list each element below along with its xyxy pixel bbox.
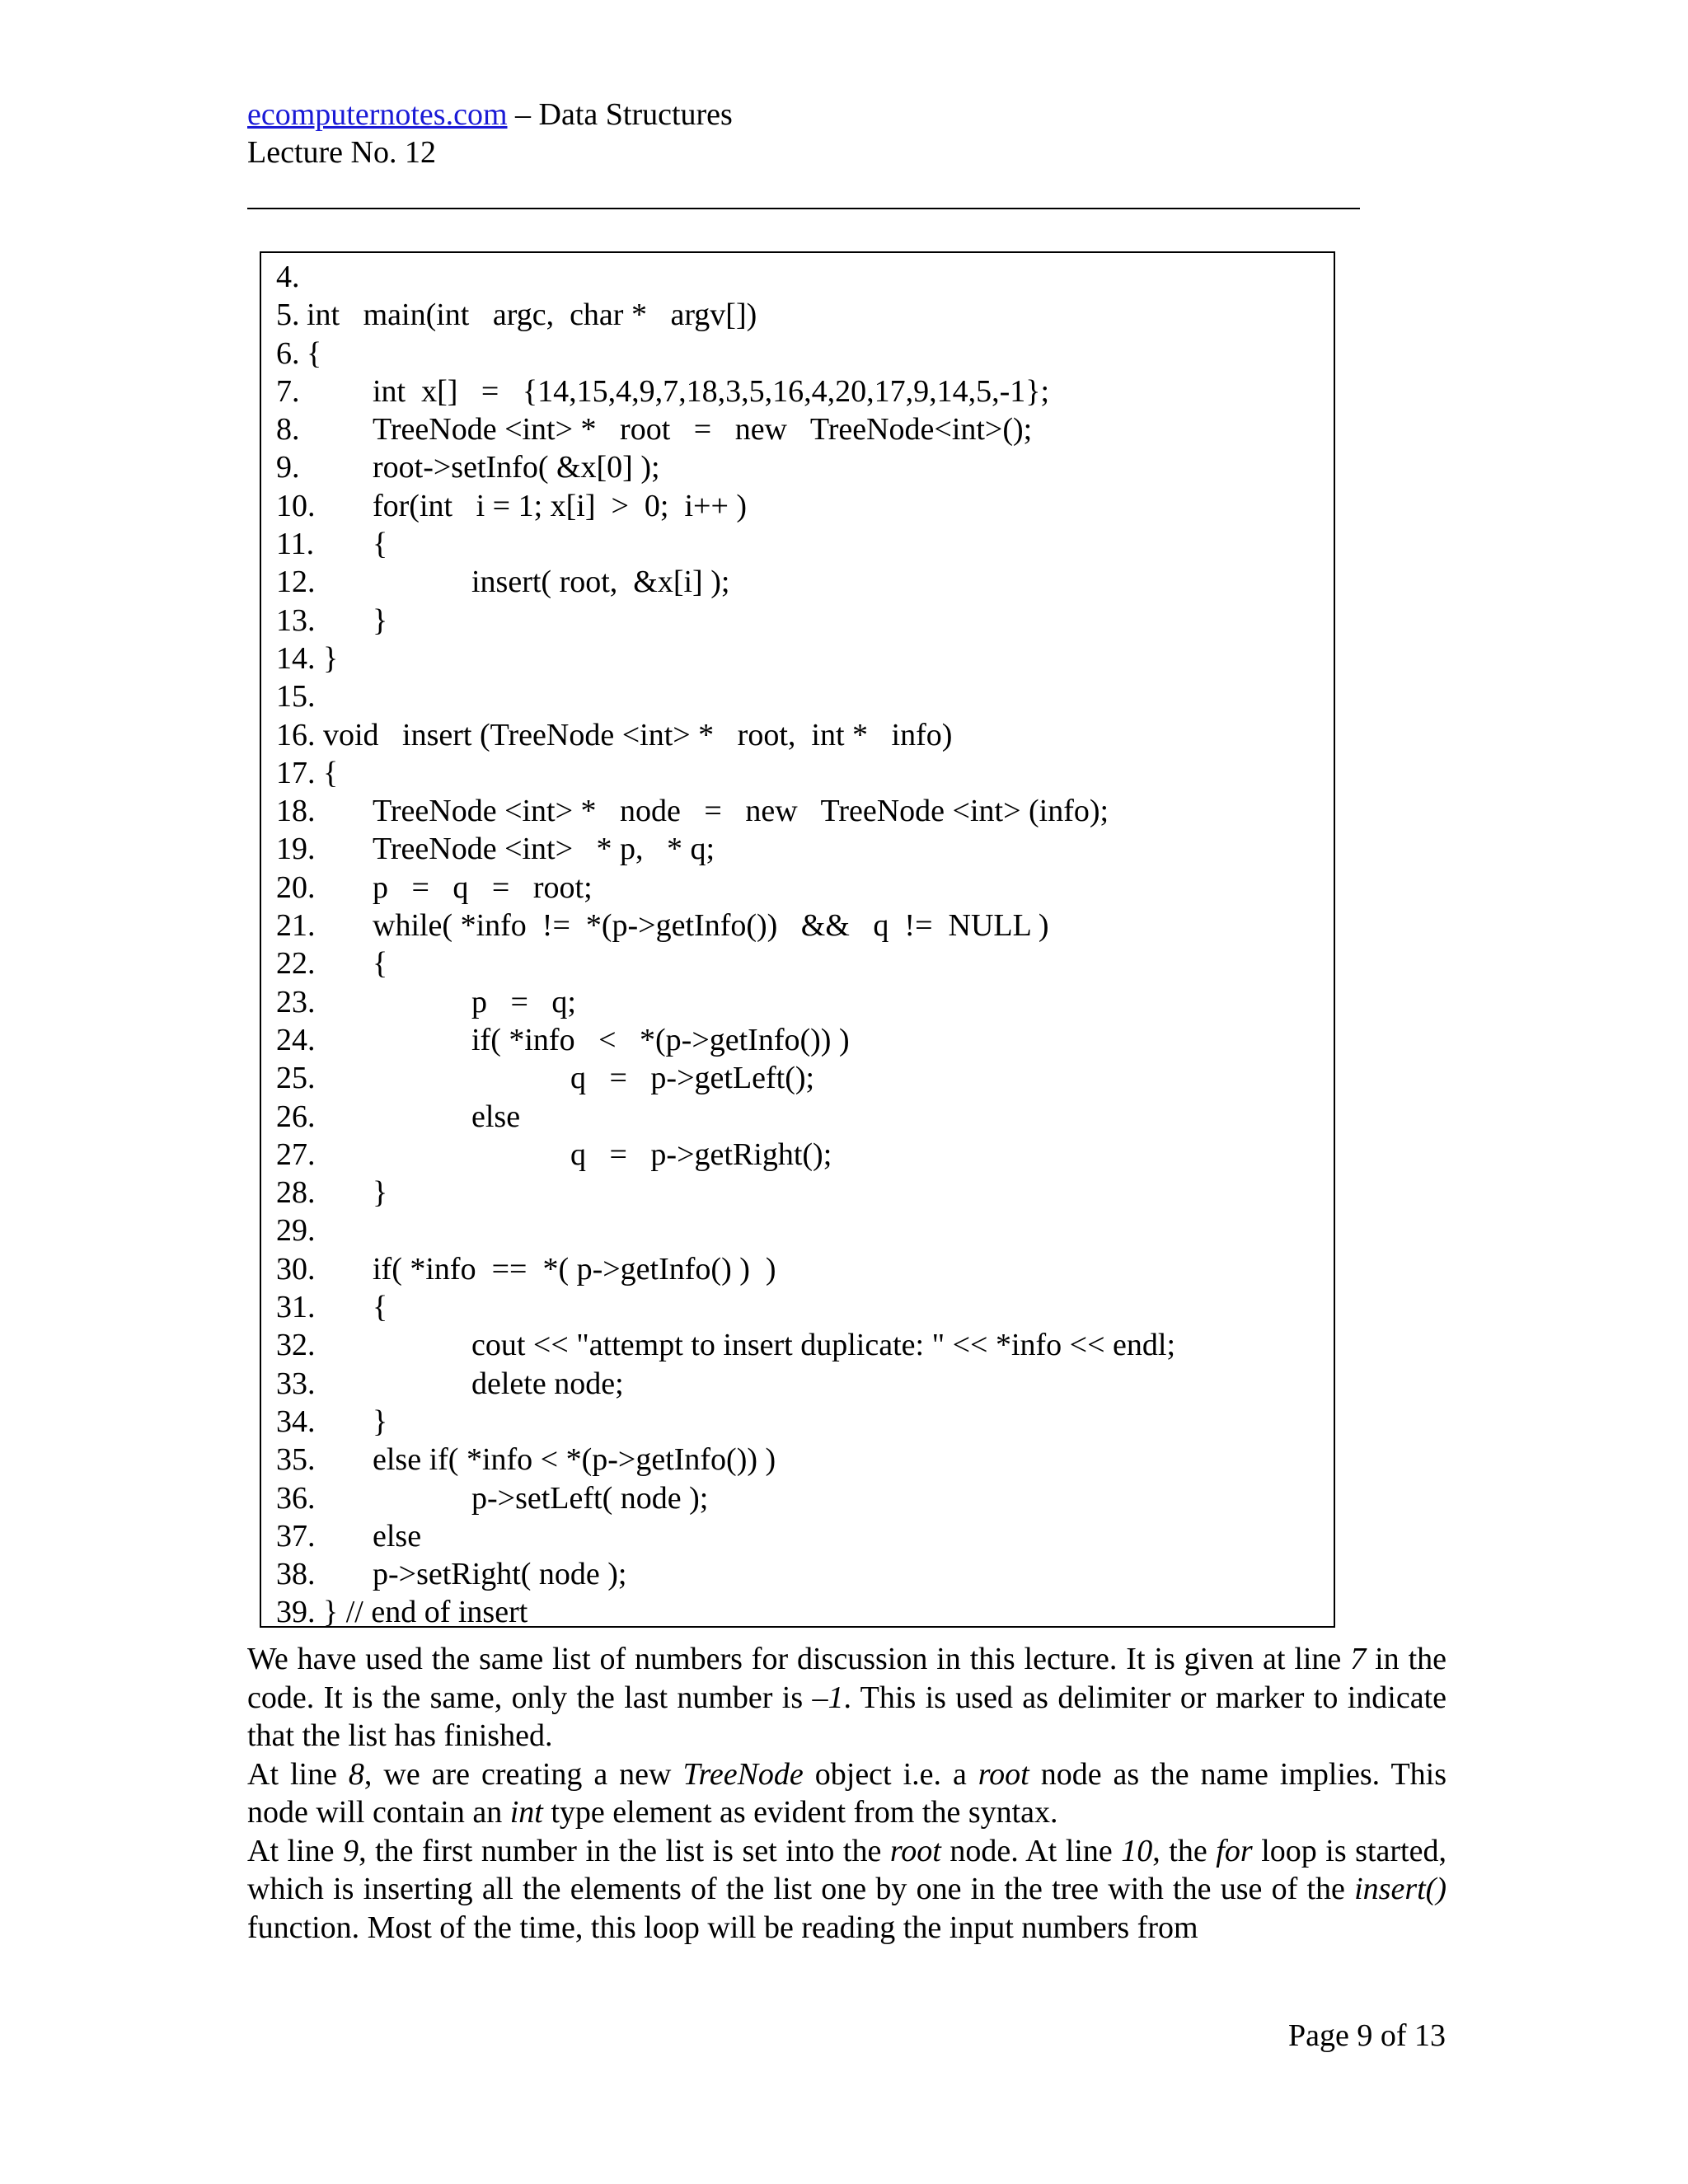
code-line (261, 983, 1334, 1021)
italic-term: int (509, 1795, 543, 1830)
code-line (261, 1593, 1334, 1631)
line-number: 7. (276, 373, 300, 409)
line-number: 11. (276, 527, 315, 562)
code-text: { (373, 527, 388, 562)
line-number: 30. (276, 1251, 316, 1286)
line-number: 28. (276, 1175, 316, 1211)
text-run: type element as evident from the syntax. (542, 1795, 1058, 1830)
text-run: , the (1152, 1833, 1217, 1868)
line-number: 21. (276, 908, 316, 944)
code-text: for(int i = 1; x[i] > 0; i++ ) (373, 488, 748, 523)
italic-term: 9 (343, 1833, 359, 1868)
code-line (261, 830, 1334, 868)
code-line (261, 373, 1334, 410)
text-run: We have used the same list of numbers for discussion in this lecture. It is given at line (247, 1642, 1351, 1676)
code-line (261, 525, 1334, 563)
code-line (261, 487, 1334, 525)
code-text: insert( root, &x[i] ); (471, 565, 730, 600)
page-header (247, 96, 733, 171)
code-line (261, 602, 1334, 640)
italic-term: root (889, 1833, 941, 1868)
page-number: Page 9 of 13 (1287, 2018, 1446, 2053)
line-number: 26. (276, 1099, 316, 1134)
line-number: 37. (276, 1518, 316, 1554)
italic-term: 8 (348, 1756, 364, 1792)
italic-term: insert() (1354, 1872, 1447, 1906)
code-line (261, 754, 1334, 792)
line-number: 17. (276, 755, 316, 790)
code-text: int x[] = {14,15,4,9,7,18,3,5,16,4,20,17,9,14,5,-1}; (373, 373, 1050, 409)
line-number: 4. (276, 260, 300, 294)
line-number: 12. (276, 565, 316, 600)
code-line (261, 1250, 1334, 1288)
code-text: else (471, 1099, 521, 1134)
text-run: At line (247, 1833, 344, 1868)
line-number: 27. (276, 1137, 316, 1172)
line-number: 38. (276, 1557, 316, 1592)
site-link[interactable]: ecomputernotes.com (247, 97, 508, 132)
code-line (261, 1136, 1334, 1174)
code-line (261, 907, 1334, 944)
code-text: p->setLeft( node ); (471, 1480, 709, 1516)
italic-term: TreeNode (682, 1756, 804, 1792)
code-line (261, 640, 1334, 677)
code-listing (260, 251, 1335, 1628)
line-number: 34. (276, 1404, 316, 1439)
code-text: TreeNode <int> * p, * q; (373, 832, 715, 867)
line-number: 9. (276, 450, 300, 485)
code-line (261, 410, 1334, 448)
line-number: 8. (276, 412, 300, 448)
text-run: , the first number in the list is set into the (359, 1833, 890, 1868)
code-line (261, 563, 1334, 601)
line-number: 16. (276, 717, 316, 752)
code-line (261, 1098, 1334, 1136)
code-line (261, 1555, 1334, 1593)
code-line (261, 335, 1334, 373)
header-title-line (247, 96, 733, 134)
code-line (261, 258, 1334, 296)
code-line (261, 1059, 1334, 1097)
code-text: { (323, 755, 339, 790)
code-line (261, 869, 1334, 907)
line-number: 22. (276, 946, 316, 982)
code-text: TreeNode <int> * root = new TreeNode<int>(); (373, 412, 1033, 448)
line-number: 15. (276, 679, 316, 715)
body-text (247, 1640, 1447, 1947)
line-number: 35. (276, 1442, 316, 1478)
code-line (261, 1479, 1334, 1517)
line-number: 24. (276, 1022, 316, 1057)
code-text: p->setRight( node ); (373, 1557, 627, 1592)
paragraph (247, 1640, 1447, 1755)
code-line (261, 1326, 1334, 1364)
text-run: , we are creating a new (363, 1756, 683, 1792)
code-line (261, 792, 1334, 830)
code-line (261, 1441, 1334, 1479)
line-number: 36. (276, 1480, 316, 1516)
code-line (261, 448, 1334, 486)
code-text: void insert (TreeNode <int> * root, int * info) (323, 717, 953, 752)
code-line (261, 1212, 1334, 1249)
line-number: 25. (276, 1061, 316, 1096)
line-number: 10. (276, 488, 316, 523)
code-text: } (323, 640, 339, 676)
code-text: { (373, 946, 388, 982)
code-text: if( *info == *( p->getInfo() ) ) (373, 1251, 776, 1286)
code-text: } // end of insert (323, 1595, 528, 1630)
lecture-number: Lecture No. 12 (247, 135, 436, 170)
line-number: 32. (276, 1328, 316, 1363)
code-text: } (373, 602, 388, 638)
text-run: . This is used as delimiter or marker to indicate that the list has finished. (247, 1680, 1447, 1753)
code-line (261, 1288, 1334, 1326)
text-run: object i.e. a (803, 1756, 978, 1792)
italic-term: 10 (1121, 1833, 1153, 1868)
code-text: int main(int argc, char * argv[]) (307, 298, 757, 333)
code-line (261, 1403, 1334, 1441)
code-text: TreeNode <int> * node = new TreeNode <int> (info); (373, 794, 1109, 829)
header-subject: – Data Structures (507, 97, 733, 132)
line-number: 14. (276, 640, 316, 676)
paragraph (247, 1832, 1447, 1947)
code-line (261, 944, 1334, 982)
code-text: else if( *info < *(p->getInfo()) ) (373, 1442, 776, 1478)
line-number: 23. (276, 984, 316, 1019)
code-text: p = q; (471, 984, 576, 1019)
line-number: 18. (276, 794, 316, 829)
code-text: } (373, 1175, 388, 1211)
header-divider (247, 208, 1360, 209)
line-number: 19. (276, 832, 316, 867)
code-text: { (373, 1290, 388, 1325)
text-run: in the code. It is the same, only the last number is (247, 1642, 1447, 1715)
italic-term: for (1216, 1833, 1253, 1868)
italic-term: –1 (812, 1680, 844, 1715)
code-line (261, 716, 1334, 754)
line-number: 33. (276, 1366, 316, 1401)
code-text: cout << "attempt to insert duplicate: " << *info << endl; (471, 1328, 1175, 1363)
code-text: q = p->getRight(); (570, 1137, 832, 1172)
code-line (261, 1365, 1334, 1403)
code-text: } (373, 1404, 388, 1439)
code-text: delete node; (471, 1366, 624, 1401)
code-line (261, 1517, 1334, 1555)
text-run: At line (247, 1756, 349, 1792)
code-text: else (373, 1518, 422, 1554)
text-run: loop is started, which is inserting all the elements of the list one by one in the tree with the use of the (247, 1833, 1447, 1906)
code-text: q = p->getLeft(); (570, 1061, 815, 1096)
line-number: 6. (276, 335, 300, 371)
text-run: node. At line (940, 1833, 1122, 1868)
code-text: { (307, 335, 322, 371)
line-number: 31. (276, 1290, 316, 1325)
line-number: 5. (276, 298, 300, 333)
line-number: 39. (276, 1595, 316, 1630)
code-text: if( *info < *(p->getInfo()) ) (471, 1022, 850, 1057)
italic-term: 7 (1350, 1642, 1367, 1676)
code-line (261, 677, 1334, 715)
italic-term: root (978, 1756, 1029, 1792)
text-run: function. Most of the time, this loop will be reading the input numbers from (247, 1910, 1198, 1945)
line-number: 29. (276, 1213, 316, 1249)
code-text: p = q = root; (373, 869, 593, 905)
code-line (261, 1174, 1334, 1212)
line-number: 13. (276, 602, 316, 638)
paragraph (247, 1755, 1447, 1832)
text-run: node as the name implies. This node will contain an (247, 1756, 1447, 1830)
code-text: while( *info != *(p->getInfo()) && q != NULL ) (373, 908, 1049, 944)
line-number: 20. (276, 869, 316, 905)
code-text: root->setInfo( &x[0] ); (373, 450, 660, 485)
code-line (261, 296, 1334, 334)
code-line (261, 1021, 1334, 1059)
